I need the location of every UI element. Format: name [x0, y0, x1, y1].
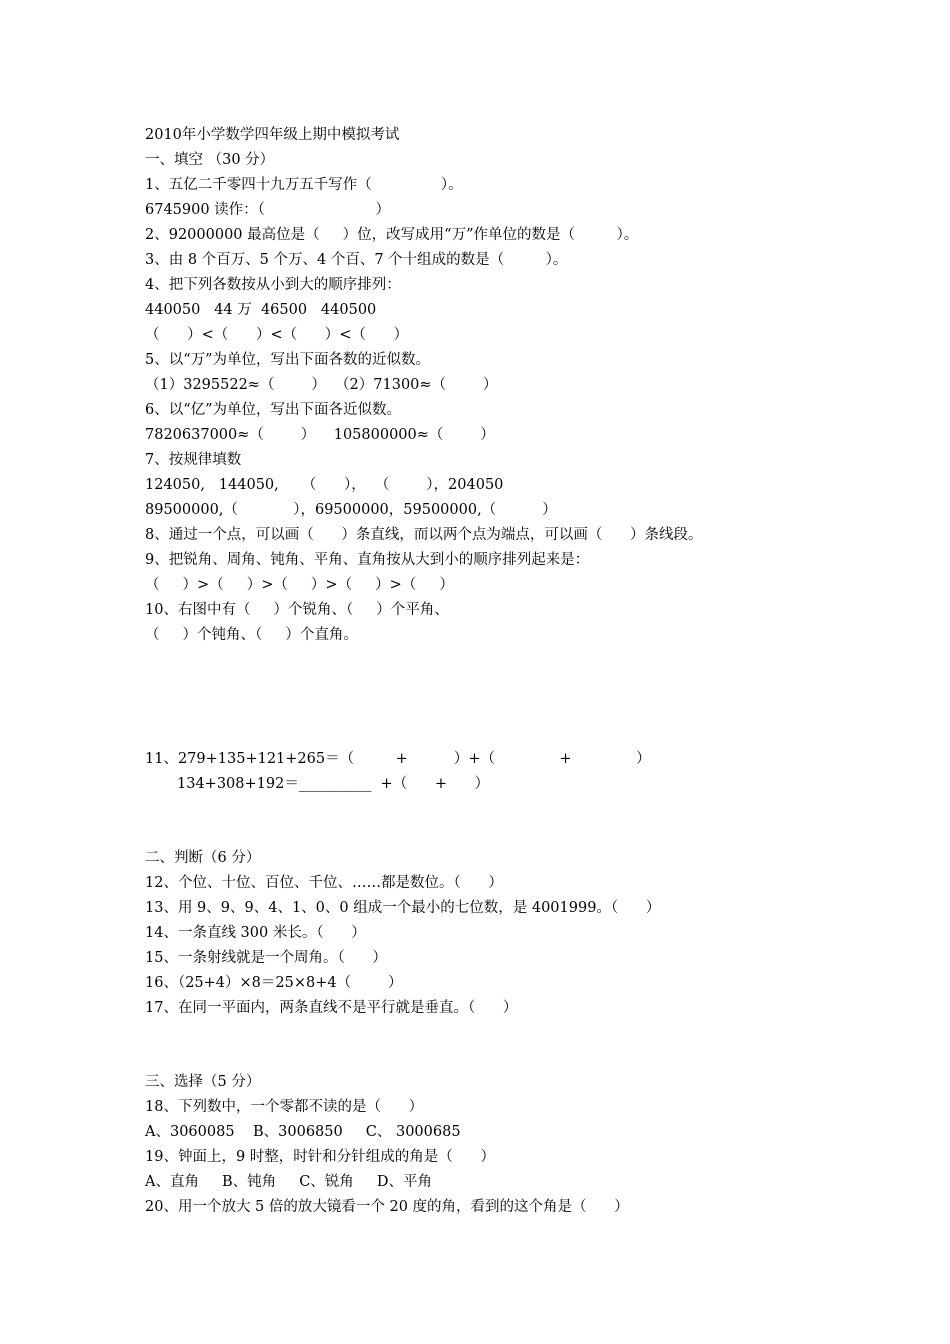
- question-line: 19、钟面上，9 时整，时针和分针组成的角是（ ）: [145, 1149, 495, 1165]
- question-line: 5、以“万”为单位，写出下面各数的近似数。: [145, 352, 431, 368]
- question-line: 6、以“亿”为单位，写出下面各近似数。: [145, 402, 402, 418]
- question-line: 440050 44 万 46500 440500: [145, 302, 377, 318]
- question-line: （ ）<（ ）<（ ）<（ ）: [145, 327, 409, 343]
- question-line: 2、92000000 最高位是（ ）位，改写成用“万”作单位的数是（ ）。: [145, 227, 639, 243]
- question-line: 10、右图中有（ ）个锐角、（ ）个平角、: [145, 602, 449, 618]
- question-line: （ ）>（ ）>（ ）>（ ）>（ ）: [145, 577, 454, 593]
- question-line: 4、把下列各数按从小到大的顺序排列：: [145, 277, 401, 293]
- section-heading-choice: 三、选择（5 分）: [145, 1074, 261, 1090]
- question-line: 15、一条射线就是一个周角。（ ）: [145, 950, 387, 966]
- question-line: 6745900 读作：（ ）: [145, 202, 391, 218]
- exam-title: 2010年小学数学四年级上期中模拟考试: [145, 127, 400, 143]
- question-line: 134+308+192＝__________ +（ + ）: [177, 776, 490, 792]
- question-line: 124050, 144050, （ ）， （ ），204050: [145, 477, 504, 493]
- question-line: 18、下列数中，一个零都不读的是（ ）: [145, 1099, 424, 1115]
- question-line: 89500000,（ ），69500000，59500000,（ ）: [145, 502, 557, 518]
- section-heading-judge: 二、判断（6 分）: [145, 850, 261, 866]
- question-line: A、直角 B、钝角 C、锐角 D、平角: [145, 1174, 432, 1190]
- question-line: 14、一条直线 300 米长。（ ）: [145, 925, 366, 941]
- question-line: 7820637000≈（ ） 105800000≈（ ）: [145, 427, 495, 443]
- section-heading-fill-blank: 一、填空 （30 分）: [145, 152, 275, 168]
- question-line: 3、由 8 个百万、5 个万、4 个百、7 个十组成的数是（ ）。: [145, 252, 568, 268]
- question-line: 9、把锐角、周角、钝角、平角、直角按从大到小的顺序排列起来是：: [145, 552, 590, 568]
- question-line: 12、个位、十位、百位、千位、……都是数位。（ ）: [145, 875, 503, 891]
- question-line: 11、279+135+121+265＝（ + ）+（ + ）: [145, 751, 651, 767]
- question-line: 16、（25+4）×8＝25×8+4（ ）: [145, 975, 403, 991]
- question-line: 17、在同一平面内，两条直线不是平行就是垂直。（ ）: [145, 1000, 518, 1016]
- question-line: 20、用一个放大 5 倍的放大镜看一个 20 度的角，看到的这个角是（ ）: [145, 1199, 629, 1215]
- question-line: 7、按规律填数: [145, 452, 242, 468]
- question-line: （1）3295522≈（ ） （2）71300≈（ ）: [145, 377, 498, 393]
- question-line: A、3060085 B、3006850 C、 3000685: [145, 1124, 461, 1140]
- question-line: 1、五亿二千零四十九万五千写作（ ）。: [145, 177, 463, 193]
- question-line: （ ）个钝角、（ ）个直角。: [145, 627, 358, 643]
- question-line: 8、通过一个点，可以画（ ）条直线，而以两个点为端点，可以画（ ）条线段。: [145, 527, 703, 543]
- question-line: 13、用 9、9、9、4、1、0、0 组成一个最小的七位数，是 4001999。（ ）: [145, 900, 661, 916]
